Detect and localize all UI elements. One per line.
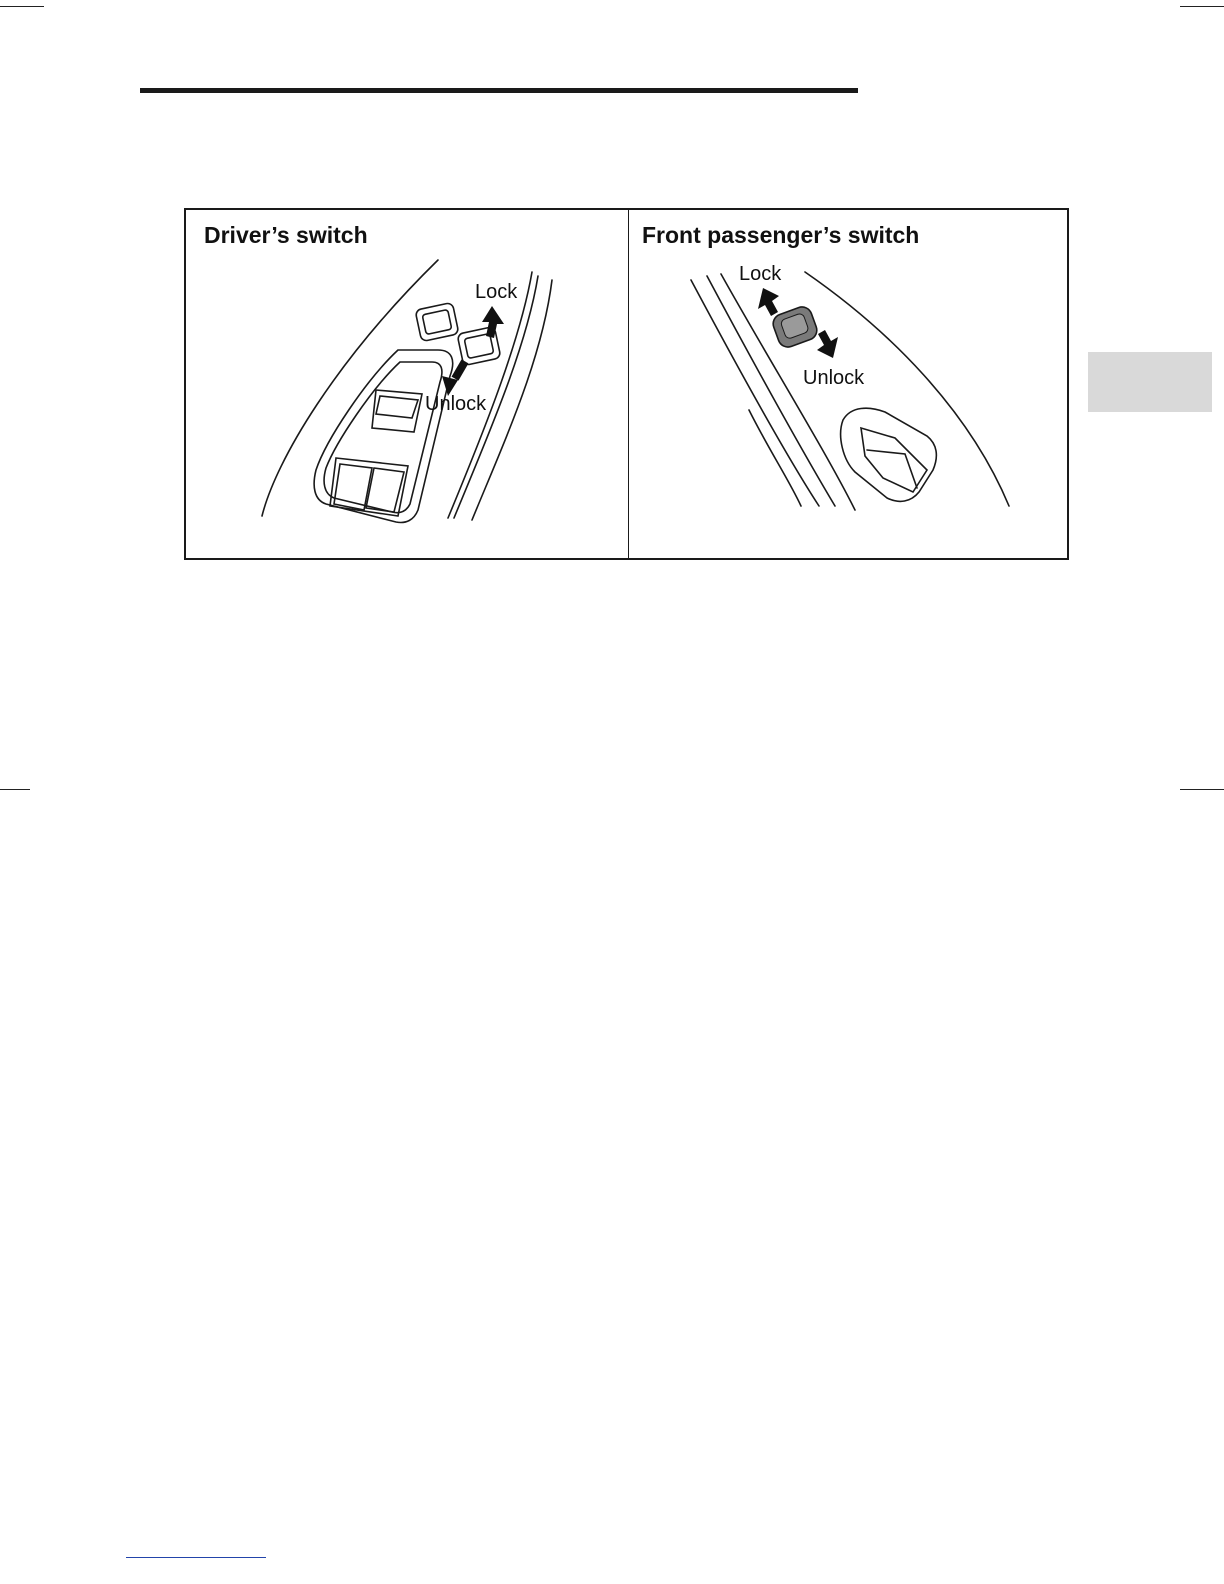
driver-unlock-label: Unlock [425, 393, 487, 415]
driver-switch-illustration [186, 210, 628, 560]
passenger-switch-illustration [629, 210, 1071, 560]
passenger-switch-title: Front passenger’s switch [642, 222, 920, 248]
door-lock-switch-figure [184, 208, 1069, 560]
passenger-lock-label: Lock [739, 263, 782, 285]
section-tab [1088, 352, 1212, 412]
footer-rule [126, 1557, 266, 1558]
driver-switch-title: Driver’s switch [204, 222, 368, 248]
passenger-unlock-label: Unlock [803, 367, 865, 389]
crop-mark-top-left [0, 6, 44, 7]
crop-mark-mid-right [1180, 789, 1224, 790]
crop-mark-mid-left [0, 789, 30, 790]
crop-mark-top-right [1180, 6, 1224, 7]
header-rule [140, 88, 858, 93]
driver-lock-label: Lock [475, 281, 518, 303]
